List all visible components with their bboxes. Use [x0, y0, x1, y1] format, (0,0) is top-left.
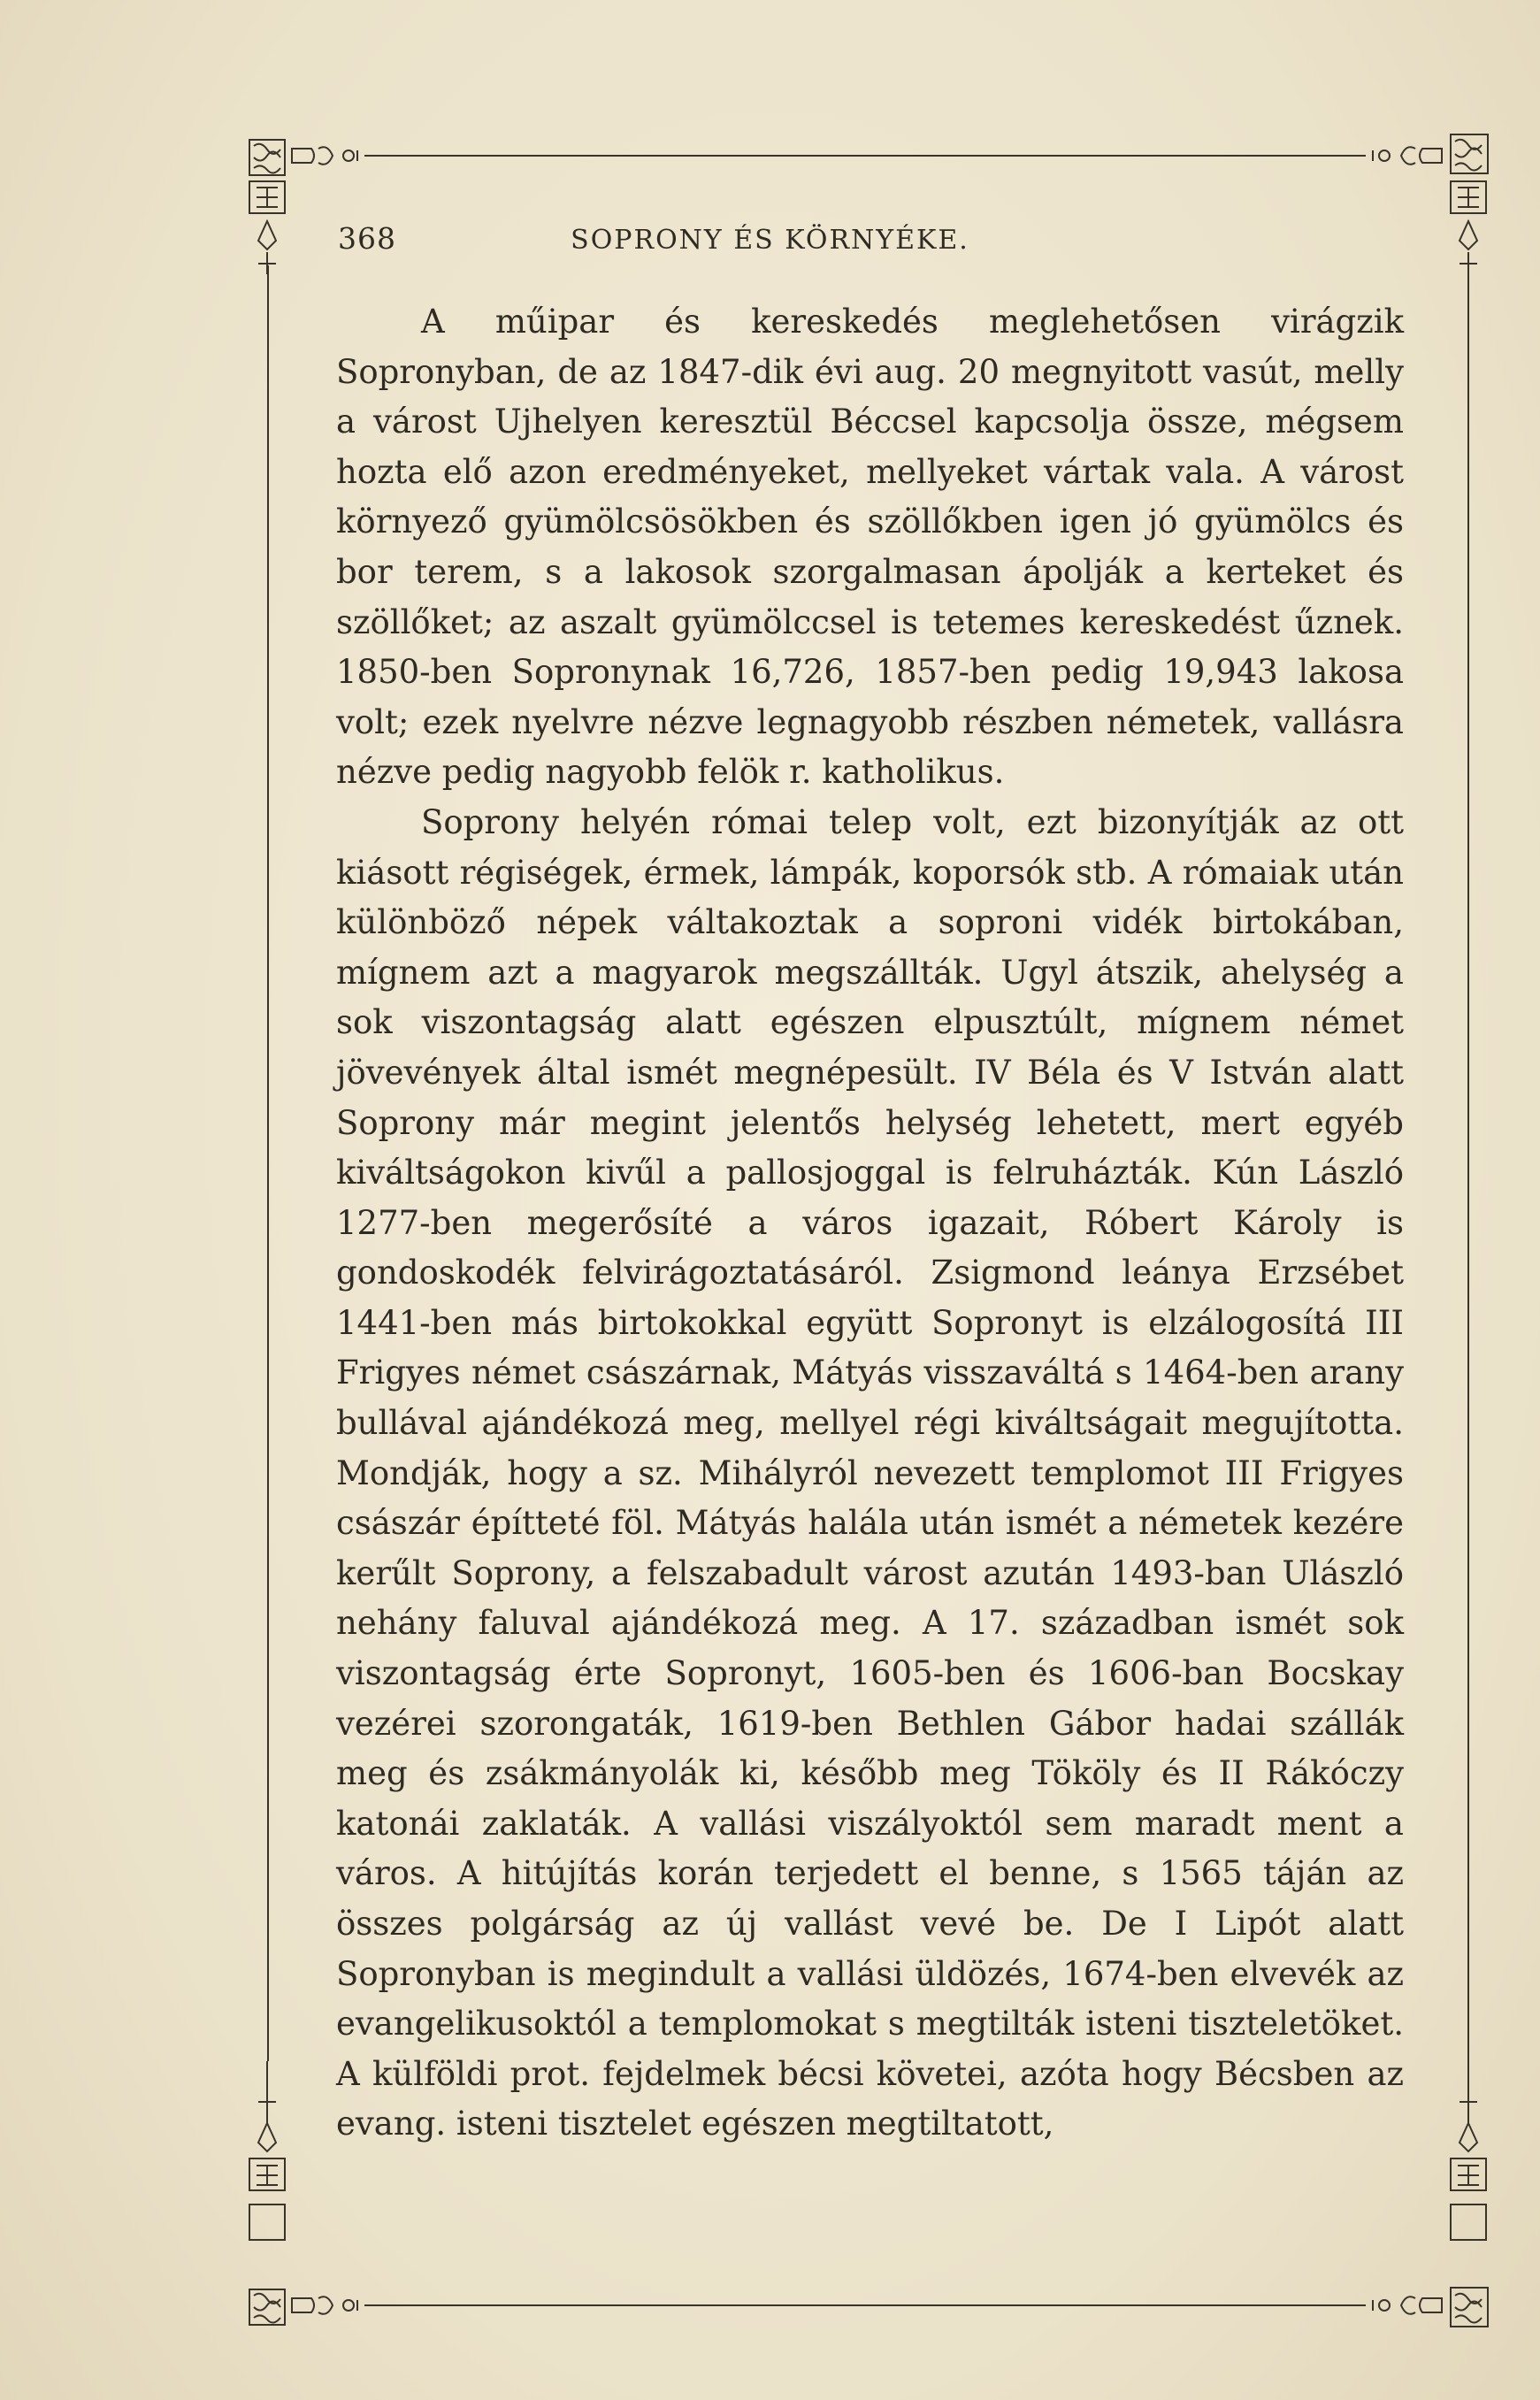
paragraph: Soprony helyén római telep volt, ezt bizonyítják az ott kiásott régiségek, érmek, lámpák, koporsók stb. A rómaiak után különböző népek váltakoztak a soproni vidék birtokában, mígnem azt a magyarok megszállták. Ugyl átszik, ahelység a sok viszontagság alatt egészen elpusztúlt, mígnem német jövevények által ismét megnépesült. IV Béla és V István alatt Soprony már megint jelentős helység lehetett, mert egyéb kiváltságokon kivűl a pallosjoggal is felruházták. Kún László 1277-ben megerősíté a város igazait, Róbert Károly is gondoskodék felvirágoztatásáról. Zsigmond leánya Erzsébet 1441-ben más birtokokkal együtt Sopronyt is elzálogosítá III Frigyes német császárnak, Mátyás visszaváltá s 1464-ben arany bullával ajándékozá meg, mellyel régi kiváltságait megujította. Mondják, hogy a sz. Mihályról nevezett templomot III Frigyes császár építteté föl. Mátyás halála után ismét a németek kezére kerűlt Soprony, a felszabadult várost azután 1493-ban Ulászló nehány faluval ajándékozá meg. A 17. században ismét sok viszontagság érte Sopronyt, 1605-ben és 1606-ban Bocskay vezérei szorongaták, 1619-ben Bethlen Gábor hadai szállák meg és zsákmányolák ki, később meg Tököly és II Rákóczy katonái zaklaták. A vallási viszályoktól sem maradt ment a város. A hitújítás korán terjedett el benne, s 1565 táján az összes polgárság az új vallást vevé be. De I Lipót alatt Sopronyban is megindult a vallási üldözés, 1674-ben elvevék az evangelikusoktól a templomokat s megtilták isteni tiszteletöket. A külföldi prot. fejdelmek bécsi követei, azóta hogy Bécsben az evang. isteni tisztelet egészen megtiltatott, [336, 802, 1404, 2143]
body-text [336, 297, 1404, 2150]
page-number: 368 [338, 221, 396, 256]
running-title: SOPRONY ÉS KÖRNYÉKE. [571, 225, 969, 256]
paragraph: A műipar és kereskedés meglehetősen virágzik Sopronyban, de az 1847-dik évi aug. 20 megnyitott vasút, melly a várost Ujhelyen keresztül Béccsel kapcsolja össze, mégsem hozta elő azon eredményeket, mellyeket vártak vala. A várost környező gyümölcsösökben és szöllőkben igen jó gyümölcs és bor terem, s a lakosok szorgalmasan ápolják a kerteket és szöllőket; az aszalt gyümölccsel is tetemes kereskedést űznek. 1850-ben Sopronynak 16,726, 1857-ben pedig 19,943 lakosa volt; ezek nyelvre nézve legnagyobb részben németek, vallásra nézve pedig nagyobb felök r. katholikus. [336, 303, 1404, 792]
page-header [0, 221, 1540, 274]
